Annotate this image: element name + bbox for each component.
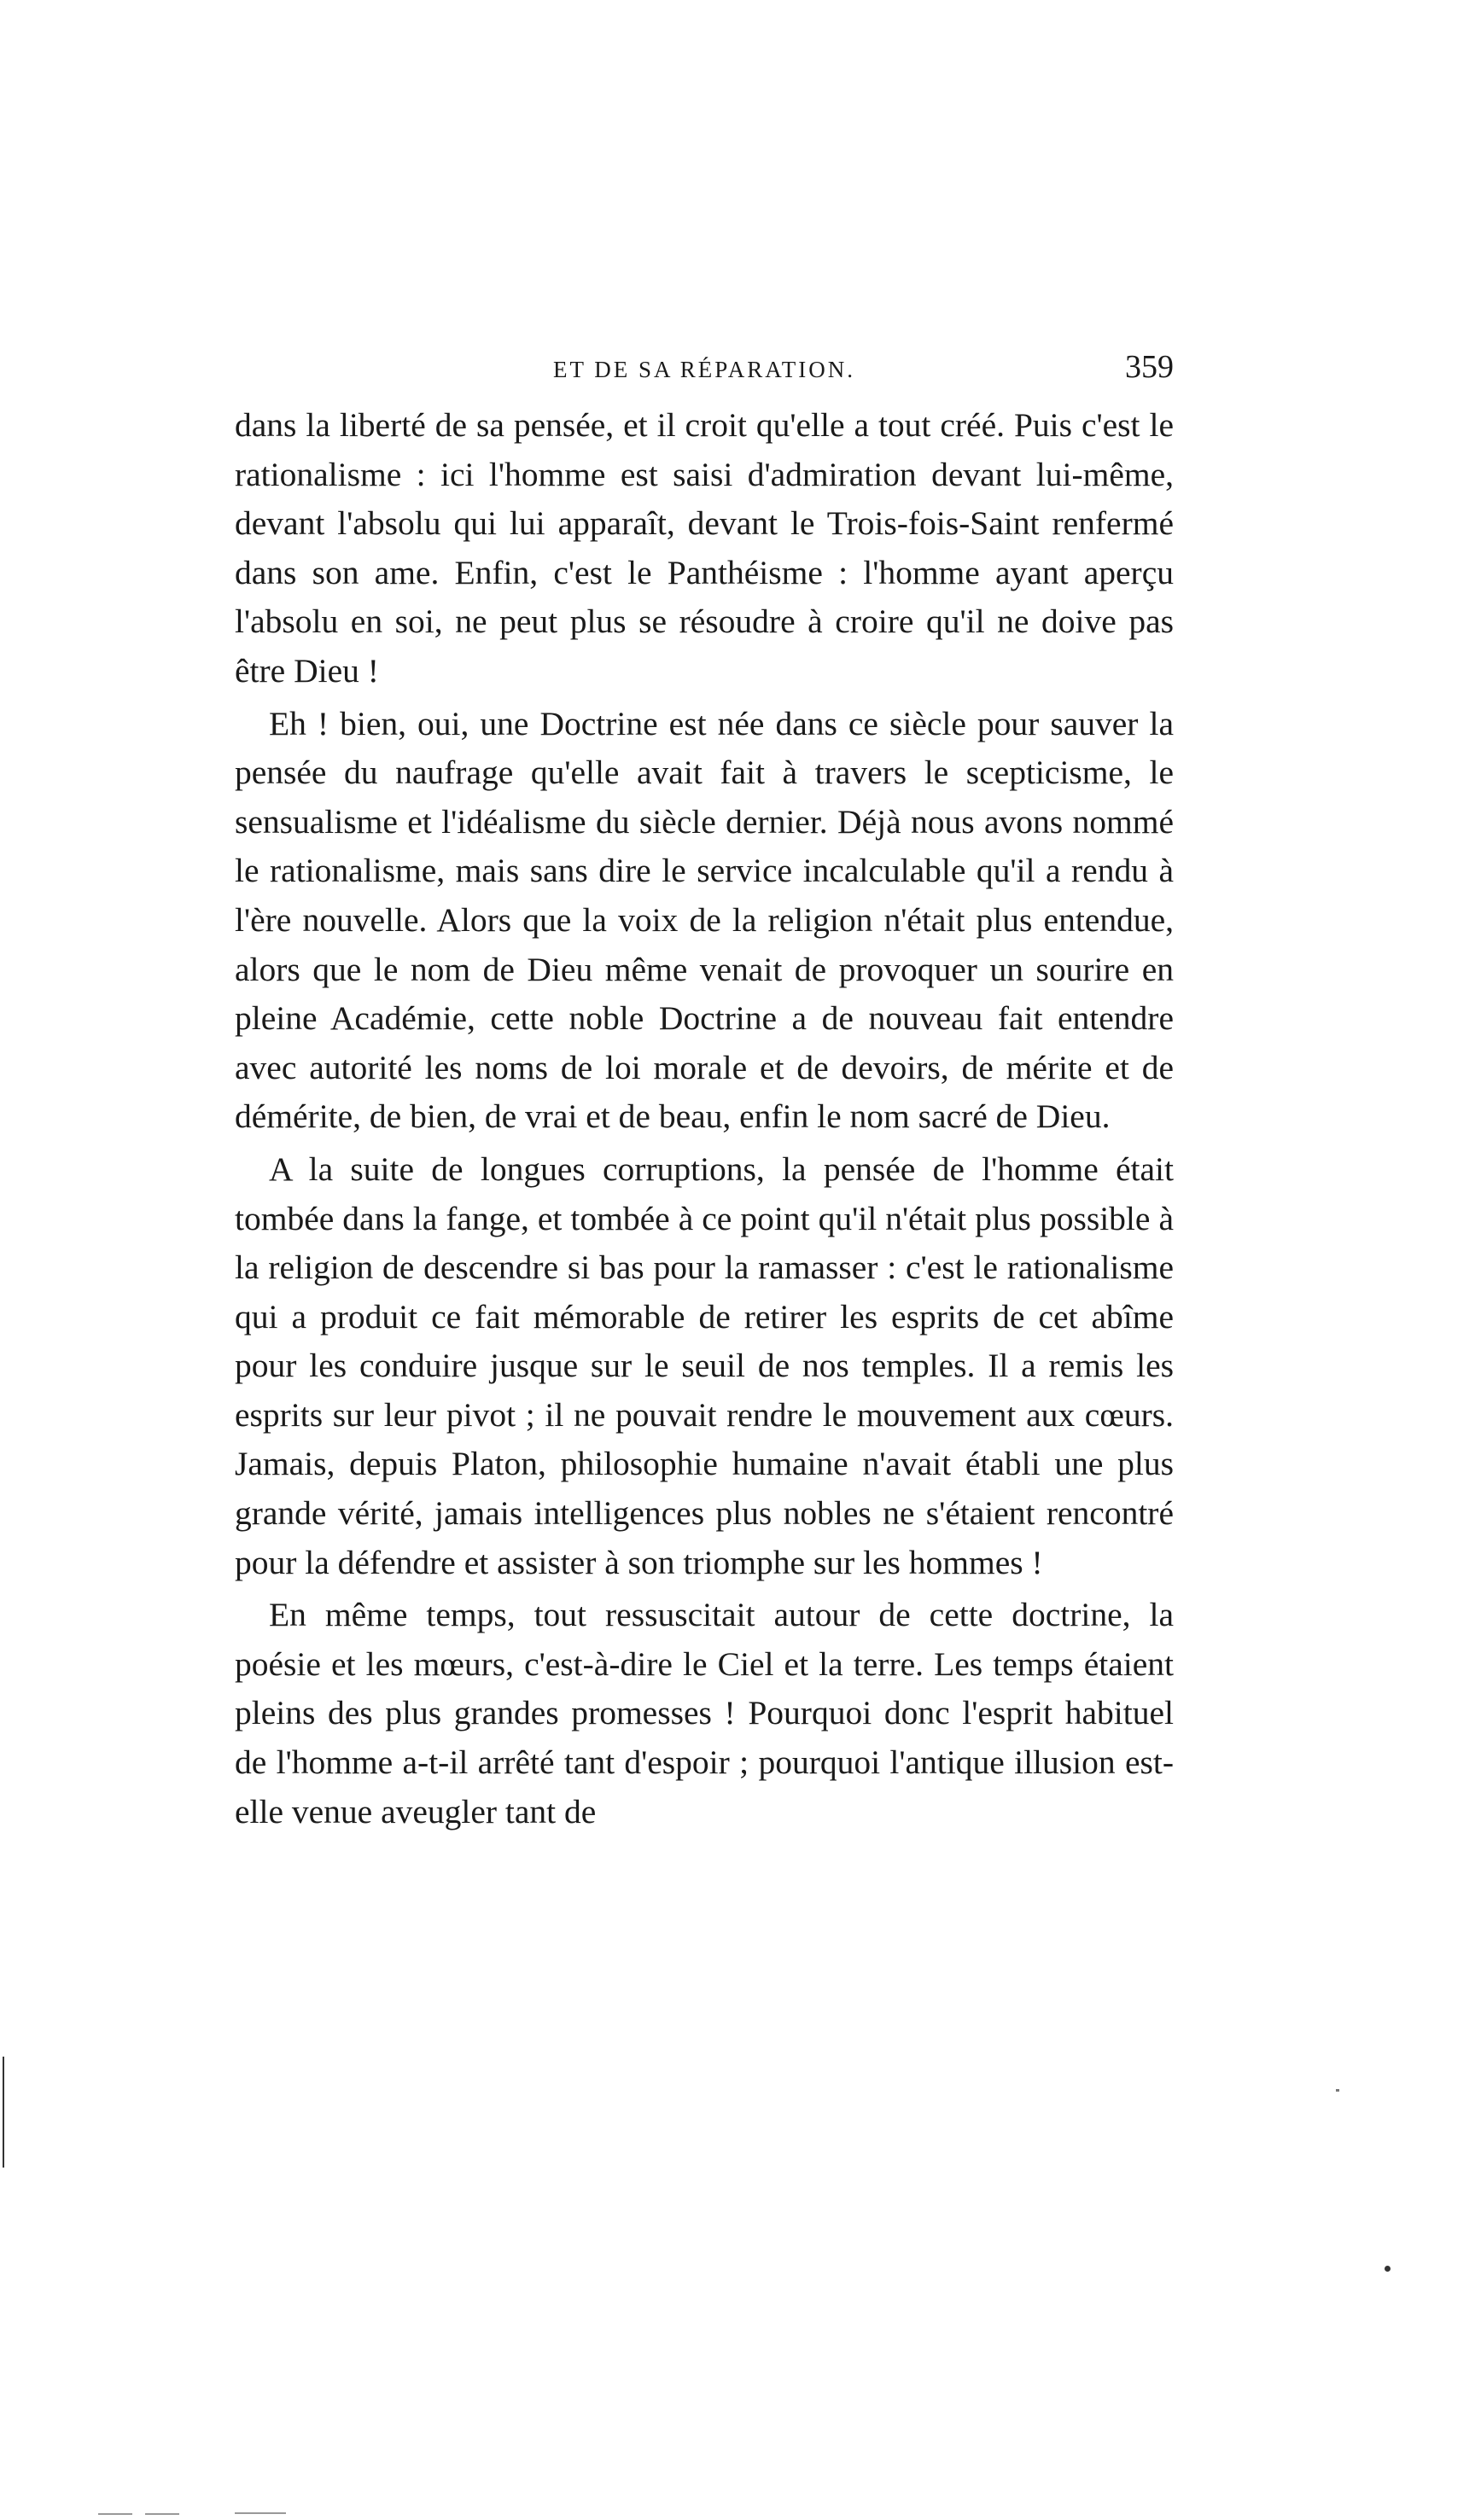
scan-artifact-dash <box>98 2513 132 2515</box>
running-head <box>235 348 1174 391</box>
scan-artifact-dash <box>235 2512 286 2514</box>
body-text <box>235 401 1174 1840</box>
running-title: ET DE SA RÉPARATION. <box>552 357 856 382</box>
scan-artifact-dot <box>1385 2266 1391 2272</box>
scan-artifact-left-bar <box>3 2057 4 2168</box>
paragraph-3: A la suite de longues corruptions, la pensée de l'homme était tombée dans la fange, et tombée à ce point qu'il n'était plus possible à la religion de descendre si bas pour la ramasser : c'est le rationalisme qui a produit ce fait mémorable de retirer les esprits de cet abîme pour les conduire jusque sur le seuil de nos temples. Il a remis les esprits sur leur pivot ; il ne pouvait rendre le mouvement aux cœurs. Jamais, depuis Platon, philosophie humaine n'avait établi une plus grande vérité, jamais intelligences plus nobles ne s'étaient rencontré pour la défendre et assister à son triomphe sur les hommes ! <box>235 1149 1174 1581</box>
paragraph-2: Eh ! bien, oui, une Doctrine est née dans ce siècle pour sauver la pensée du naufrage qu'elle avait fait à travers le scepticisme, le sensualisme et l'idéalisme du siècle dernier. Déjà nous avons nommé le rationalisme, mais sans dire le service incalculable qu'il a rendu à l'ère nouvelle. Alors que la voix de la religion n'était plus entendue, alors que le nom de Dieu même venait de provoquer un sourire en pleine Académie, cette noble Doctrine a de nouveau fait entendre avec autorité les noms de loi morale et de devoirs, de mérite et de démérite, de bien, de vrai et de beau, enfin le nom sacré de Dieu. <box>235 704 1174 1136</box>
paragraph-1: dans la liberté de sa pensée, et il croit qu'elle a tout créé. Puis c'est le rationalisme : ici l'homme est saisi d'admiration devant lui-même, devant l'absolu qui lui apparaît, devant le Trois-fois-Saint renfermé dans son ame. Enfin, c'est le Panthéisme : l'homme ayant aperçu l'absolu en soi, ne peut plus se résoudre à croire qu'il ne doive pas être Dieu ! <box>235 406 1174 690</box>
scan-artifact-dash <box>145 2513 179 2515</box>
page-number: 359 <box>1125 349 1174 385</box>
paragraph-4: En même temps, tout ressuscitait autour de cette doctrine, la poésie et les mœurs, c'est-à-dire le Ciel et la terre. Les temps étaient pleins des plus grandes promesses ! Pourquoi donc l'esprit habituel de l'homme a-t-il arrêté tant d'espoir ; pourquoi l'antique illusion est-elle venue aveugler tant de <box>235 1596 1174 1830</box>
scan-artifact-speck <box>1336 2089 1339 2092</box>
